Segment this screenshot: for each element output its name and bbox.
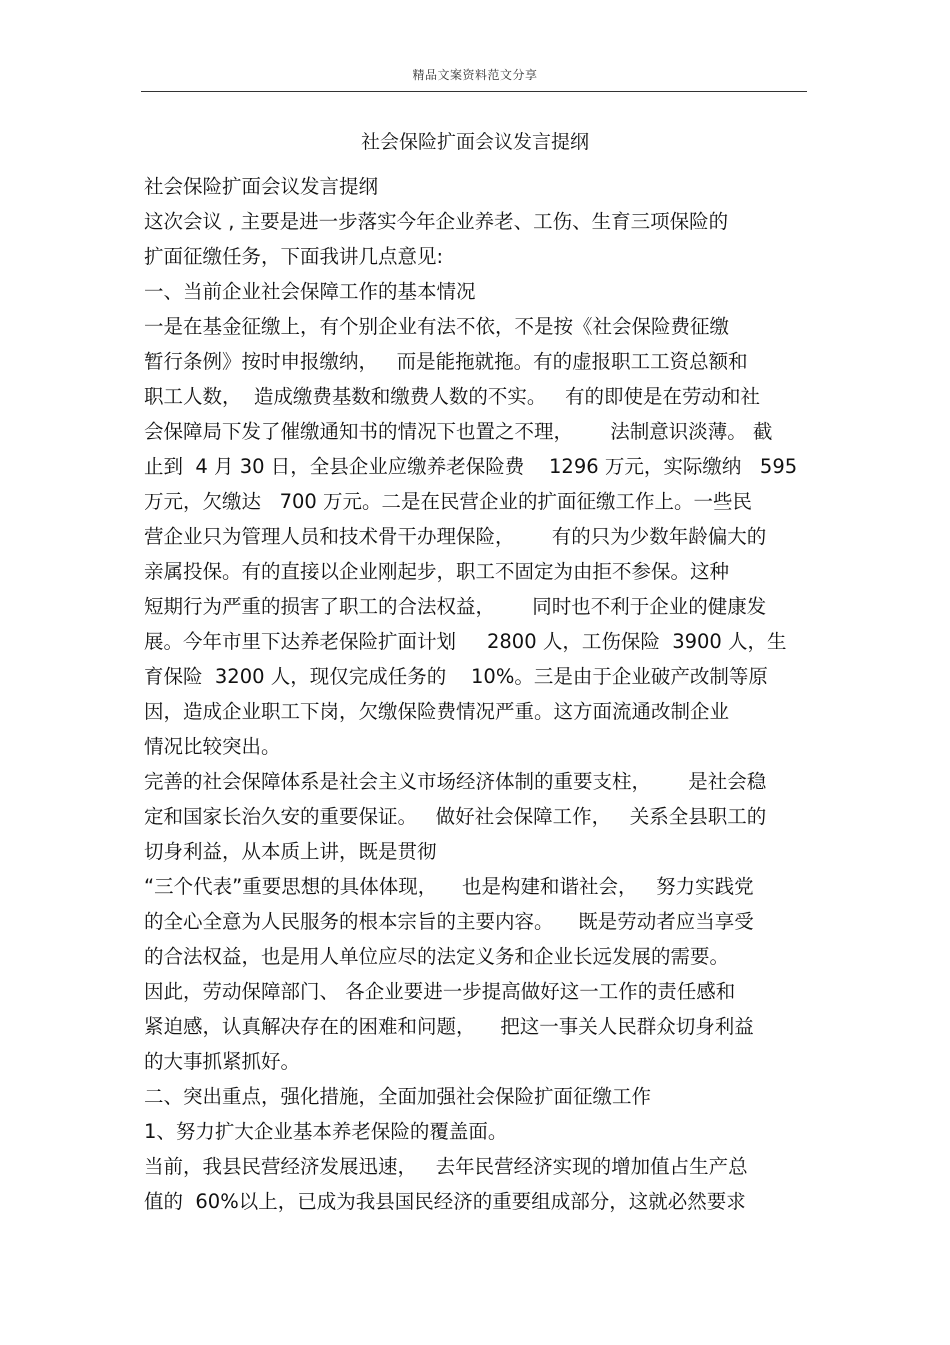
body-line: 切身利益，从本质上讲，既是贯彻 <box>144 840 437 863</box>
body-line: 二、突出重点，强化措施，全面加强社会保险扩面征缴工作 <box>144 1085 652 1108</box>
body-line: 育保险 3200 人，现仅完成任务的 10%。三是由于企业破产改制等原 <box>144 665 768 688</box>
body-line: 的大事抓紧抓好。 <box>144 1050 301 1073</box>
body-line: 一是在基金征缴上，有个别企业有法不依，不是按《社会保险费征缴 <box>144 315 730 338</box>
body-line: 社会保险扩面会议发言提纲 <box>144 175 379 198</box>
document-body <box>144 169 814 1219</box>
body-line: 情况比较突出。 <box>144 735 281 758</box>
body-line: 值的 60%以上，已成为我县国民经济的重要组成部分，这就必然要求 <box>144 1190 746 1213</box>
body-line: 1、努力扩大企业基本养老保险的覆盖面。 <box>144 1120 508 1143</box>
body-line: 营企业只为管理人员和技术骨干办理保险， 有的只为少数年龄偏大的 <box>144 525 767 548</box>
body-line: 当前，我县民营经济发展迅速， 去年民营经济实现的增加值占生产总 <box>144 1155 748 1178</box>
body-line: 止到 4 月 30 日，全县企业应缴养老保险费 1296 万元，实际缴纳 595 <box>144 455 798 478</box>
body-line: 因此，劳动保障部门、 各企业要进一步提高做好这一工作的责任感和 <box>144 980 736 1003</box>
body-line: 完善的社会保障体系是社会主义市场经济体制的重要支柱， 是社会稳 <box>144 770 767 793</box>
body-line: 暂行条例》按时申报缴纳， 而是能拖就拖。有的虚报职工工资总额和 <box>144 350 748 373</box>
body-line: 扩面征缴任务，下面我讲几点意见: <box>144 245 444 268</box>
body-line: 因，造成企业职工下岗，欠缴保险费情况严重。这方面流通改制企业 <box>144 700 730 723</box>
header-divider <box>141 91 807 92</box>
body-line: 亲属投保。有的直接以企业刚起步，职工不固定为由拒不参保。这种 <box>144 560 730 583</box>
body-line: “三个代表”重要思想的具体体现， 也是构建和谐社会， 努力实践党 <box>144 875 754 898</box>
body-line: 一、当前企业社会保障工作的基本情况 <box>144 280 476 303</box>
document-title: 社会保险扩面会议发言提纲 <box>360 131 589 153</box>
body-line: 短期行为严重的损害了职工的合法权益， 同时也不利于企业的健康发 <box>144 595 767 618</box>
body-line: 的合法权益，也是用人单位应尽的法定义务和企业长远发展的需要。 <box>144 945 730 968</box>
body-line: 的全心全意为人民服务的根本宗旨的主要内容。 既是劳动者应当享受 <box>144 910 754 933</box>
body-line: 展。今年市里下达养老保险扩面计划 2800 人，工伤保险 3900 人，生 <box>144 630 787 653</box>
body-line: 紧迫感，认真解决存在的困难和问题， 把这一事关人民群众切身利益 <box>144 1015 754 1038</box>
body-line: 这次会议 , 主要是进一步落实今年企业养老、工伤、生育三项保险的 <box>144 210 729 233</box>
body-line: 会保障局下发了催缴通知书的情况下也置之不理， 法制意识淡薄。 截 <box>144 420 773 443</box>
page-header: 精品文案资料范文分享 <box>412 68 538 82</box>
body-line: 定和国家长治久安的重要保证。 做好社会保障工作， 关系全县职工的 <box>144 805 767 828</box>
body-line: 万元，欠缴达 700 万元。二是在民营企业的扩面征缴工作上。一些民 <box>144 490 753 513</box>
body-line: 职工人数， 造成缴费基数和缴费人数的不实。 有的即使是在劳动和社 <box>144 385 760 408</box>
